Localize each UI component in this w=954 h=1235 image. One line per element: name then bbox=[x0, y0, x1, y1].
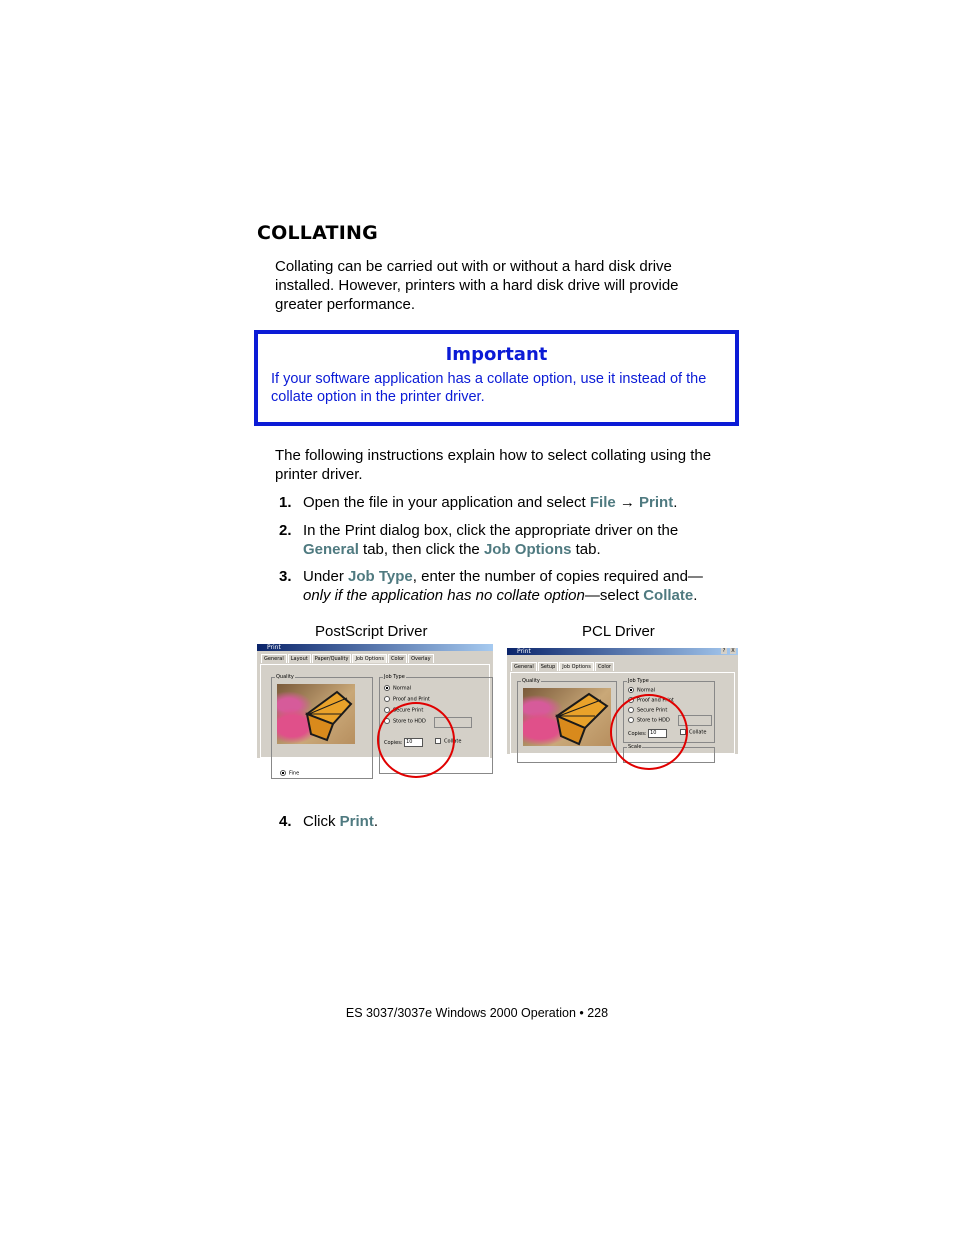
dialog-tabs bbox=[511, 662, 615, 672]
fine-label: Fine bbox=[289, 770, 300, 777]
step-text: . bbox=[693, 587, 698, 604]
tab-job-options[interactable]: Job Options bbox=[352, 654, 387, 663]
help-icon[interactable]: ? bbox=[722, 648, 726, 654]
collate-label: Collate bbox=[444, 738, 462, 745]
tab-color[interactable]: Color bbox=[595, 662, 614, 671]
arrow-icon: → bbox=[619, 494, 635, 511]
step-text: Open the file in your application and select bbox=[303, 494, 590, 511]
step-text: Click bbox=[303, 813, 340, 830]
step-text: , enter the number of copies required and— bbox=[412, 568, 703, 585]
radio-icon bbox=[628, 687, 634, 693]
option-normal[interactable] bbox=[628, 687, 655, 694]
butterfly-image bbox=[277, 684, 355, 744]
copies-label: Copies: bbox=[628, 731, 647, 737]
step-number: 1. bbox=[279, 494, 292, 511]
quality-label: Quality bbox=[276, 674, 294, 680]
tab-general[interactable]: General bbox=[261, 654, 287, 663]
menu-file-link: File bbox=[589, 494, 616, 511]
butterfly-image bbox=[523, 688, 611, 746]
important-text: If your software application has a collate option, use it instead of the collate option in the printer driver. bbox=[271, 371, 707, 405]
option-label: Proof and Print bbox=[637, 697, 674, 704]
job-type-label: Job Type bbox=[628, 678, 649, 684]
option-proof-and-print[interactable] bbox=[384, 696, 430, 703]
option-label: Proof and Print bbox=[393, 696, 430, 703]
option-label: Store to HDD bbox=[393, 718, 426, 725]
step-body bbox=[303, 567, 733, 605]
important-title: Important bbox=[445, 344, 548, 365]
tab-setup[interactable]: Setup bbox=[538, 662, 559, 671]
step-number: 4. bbox=[279, 813, 292, 830]
collate-label: Collate bbox=[689, 729, 707, 736]
dialog-panel bbox=[260, 664, 490, 777]
radio-icon bbox=[384, 685, 390, 691]
copies-input[interactable]: 10 bbox=[404, 738, 423, 747]
highlight-circle-right bbox=[610, 694, 688, 770]
job-options-tab-ref: Job Options bbox=[483, 541, 572, 558]
step-body bbox=[303, 493, 733, 512]
step-number: 3. bbox=[279, 568, 292, 585]
collate-ref: Collate bbox=[643, 587, 694, 604]
general-tab-ref: General bbox=[303, 541, 359, 558]
print-button-ref: Print bbox=[339, 813, 374, 830]
step-text: . bbox=[673, 494, 678, 511]
copies-input[interactable]: 10 bbox=[648, 729, 667, 738]
option-label: Normal bbox=[393, 685, 412, 692]
radio-icon bbox=[384, 696, 390, 702]
dialog-title: Print bbox=[517, 648, 531, 655]
menu-print-link: Print bbox=[639, 494, 674, 511]
tab-layout[interactable]: Layout bbox=[288, 654, 311, 663]
scale-label: Scale bbox=[628, 744, 642, 750]
radio-icon bbox=[280, 770, 286, 776]
tab-paper-quality[interactable]: Paper/Quality bbox=[312, 654, 352, 663]
option-label: Normal bbox=[637, 687, 656, 694]
pcl-caption: PCL Driver bbox=[582, 623, 655, 640]
copies-label: Copies: bbox=[384, 740, 403, 746]
tab-general[interactable]: General bbox=[511, 662, 537, 671]
important-callout bbox=[254, 330, 739, 426]
postscript-print-dialog bbox=[257, 644, 493, 777]
step-text: —select bbox=[584, 587, 644, 604]
postscript-caption: PostScript Driver bbox=[315, 623, 428, 640]
step-text: Under bbox=[303, 568, 349, 585]
tab-job-options[interactable]: Job Options bbox=[559, 662, 594, 671]
tab-overlay[interactable]: Overlay bbox=[408, 654, 433, 663]
step-text: tab, then click the bbox=[358, 541, 484, 558]
tab-color[interactable]: Color bbox=[388, 654, 407, 663]
intro-paragraph: Collating can be carried out with or without a hard disk drive installed. However, printers with a hard disk drive will provide greater performance. bbox=[275, 258, 679, 313]
option-label: Secure Print bbox=[637, 707, 668, 714]
option-label: Secure Print bbox=[393, 707, 424, 714]
job-type-ref: Job Type bbox=[348, 568, 413, 585]
fine-option[interactable] bbox=[280, 770, 299, 777]
option-normal[interactable] bbox=[384, 685, 411, 692]
step-emphasis: only if the application has no collate option bbox=[303, 587, 585, 604]
butterfly-icon bbox=[277, 684, 355, 744]
step-number: 2. bbox=[279, 522, 292, 539]
instructions-lead: The following instructions explain how to select collating using the printer driver. bbox=[275, 447, 712, 483]
step-text: tab. bbox=[571, 541, 601, 558]
close-icon[interactable]: X bbox=[731, 648, 735, 654]
page-title: COLLATING bbox=[257, 222, 378, 244]
butterfly-icon bbox=[523, 688, 611, 746]
option-label: Store to HDD bbox=[637, 717, 670, 724]
highlight-circle-left bbox=[377, 702, 455, 778]
step-body bbox=[303, 812, 733, 831]
quality-label: Quality bbox=[522, 678, 540, 684]
step-body bbox=[303, 521, 733, 559]
step-text: . bbox=[373, 813, 379, 830]
job-type-label: Job Type bbox=[384, 674, 405, 680]
page-footer: ES 3037/3037e Windows 2000 Operation • 228 bbox=[345, 1006, 609, 1020]
dialog-titlebar bbox=[507, 648, 738, 655]
step-text: In the Print dialog box, click the appropriate driver on the bbox=[303, 522, 679, 539]
dialog-tabs bbox=[261, 654, 435, 664]
quality-group bbox=[271, 674, 373, 779]
dialog-titlebar: Print bbox=[257, 644, 493, 651]
quality-group bbox=[517, 678, 617, 763]
